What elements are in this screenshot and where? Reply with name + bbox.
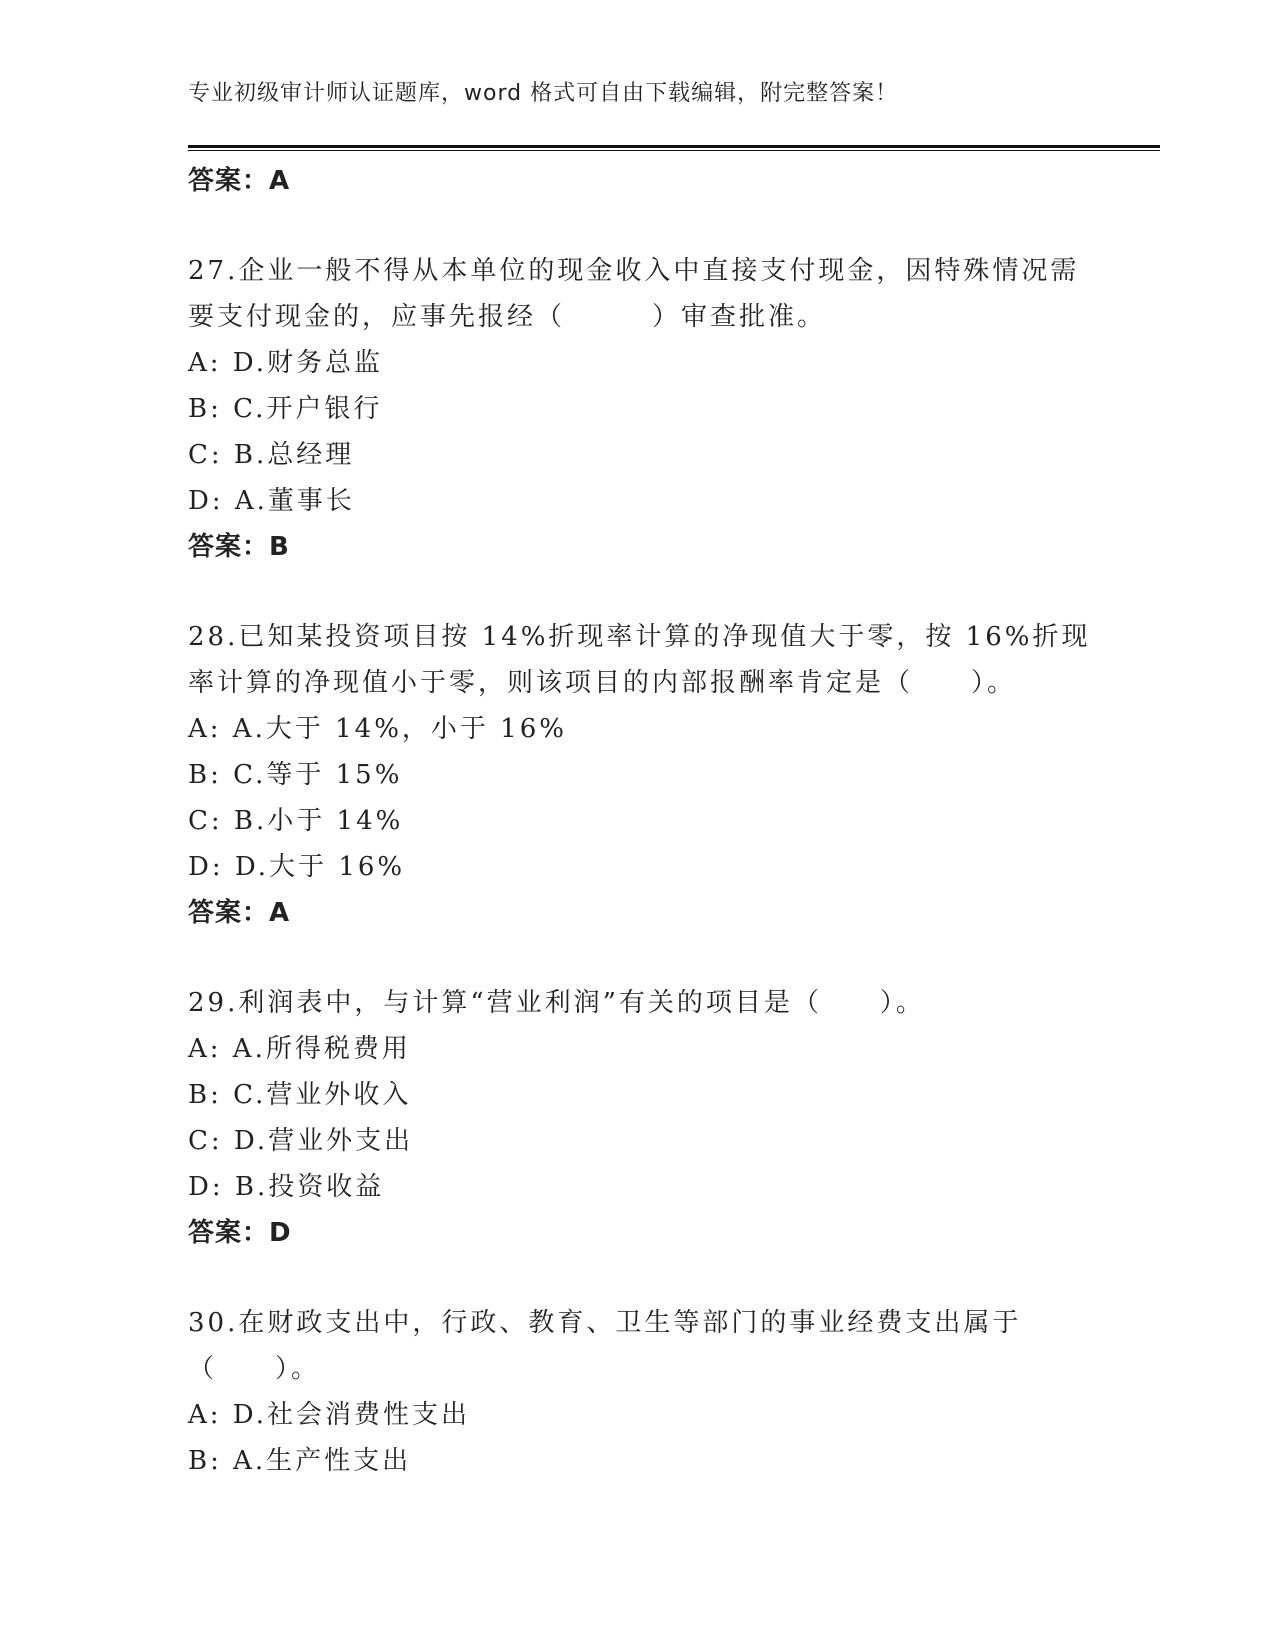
option-c: C: B.总经理 [188,440,355,470]
answer-line [188,524,1088,570]
option-d: D: A.董事长 [188,486,355,516]
answer-value: D [269,1218,292,1248]
option-a: A: D.社会消费性支出 [188,1400,470,1430]
option-b: B: C.营业外收入 [188,1080,412,1110]
option-d: D: D.大于 16% [188,852,406,882]
question-list [188,158,1091,1484]
answer-label: 答案： [188,898,270,928]
answer-line [188,158,1088,204]
spacer [188,936,1088,980]
option-a: A: A.所得税费用 [188,1034,411,1064]
question-text: 27.企业一般不得从本单位的现金收入中直接支付现金，因特殊情况需要支付现金的，应事先报经（ ）审查批准。 [188,256,1080,332]
spacer [188,570,1088,614]
answer-label: 答案： [188,1218,270,1248]
header-rule-thick [188,145,1160,148]
option-b: B: A.生产性支出 [188,1446,412,1476]
answer-line [188,890,1088,936]
answer-line [188,1210,1088,1256]
question-text: 28.已知某投资项目按 14%折现率计算的净现值大于零，按 16%折现率计算的净现值小于零，则该项目的内部报酬率肯定是（ ）。 [188,622,1091,698]
answer-label: 答案： [188,532,270,562]
question-text: 29.利润表中，与计算“营业利润”有关的项目是（ ）。 [188,988,925,1018]
option-b: B: C.开户银行 [188,394,383,424]
answer-value: B [269,532,290,562]
option-c: C: D.营业外支出 [188,1126,414,1156]
option-d: D: B.投资收益 [188,1172,385,1202]
page-header: 专业初级审计师认证题库，word 格式可自由下载编辑，附完整答案！ [188,81,899,106]
answer-value: A [269,898,291,928]
option-b: B: C.等于 15% [188,760,403,790]
spacer [188,204,1088,248]
option-c: C: B.小于 14% [188,806,404,836]
option-a: A: A.大于 14%，小于 16% [188,714,567,744]
answer-label: 答案： [188,166,270,196]
answer-value: A [269,166,291,196]
spacer [188,1256,1088,1300]
question-text: 30.在财政支出中，行政、教育、卫生等部门的事业经费支出属于（ ）。 [188,1308,1022,1384]
header-rule-thin [188,150,1160,151]
option-a: A: D.财务总监 [188,348,383,378]
